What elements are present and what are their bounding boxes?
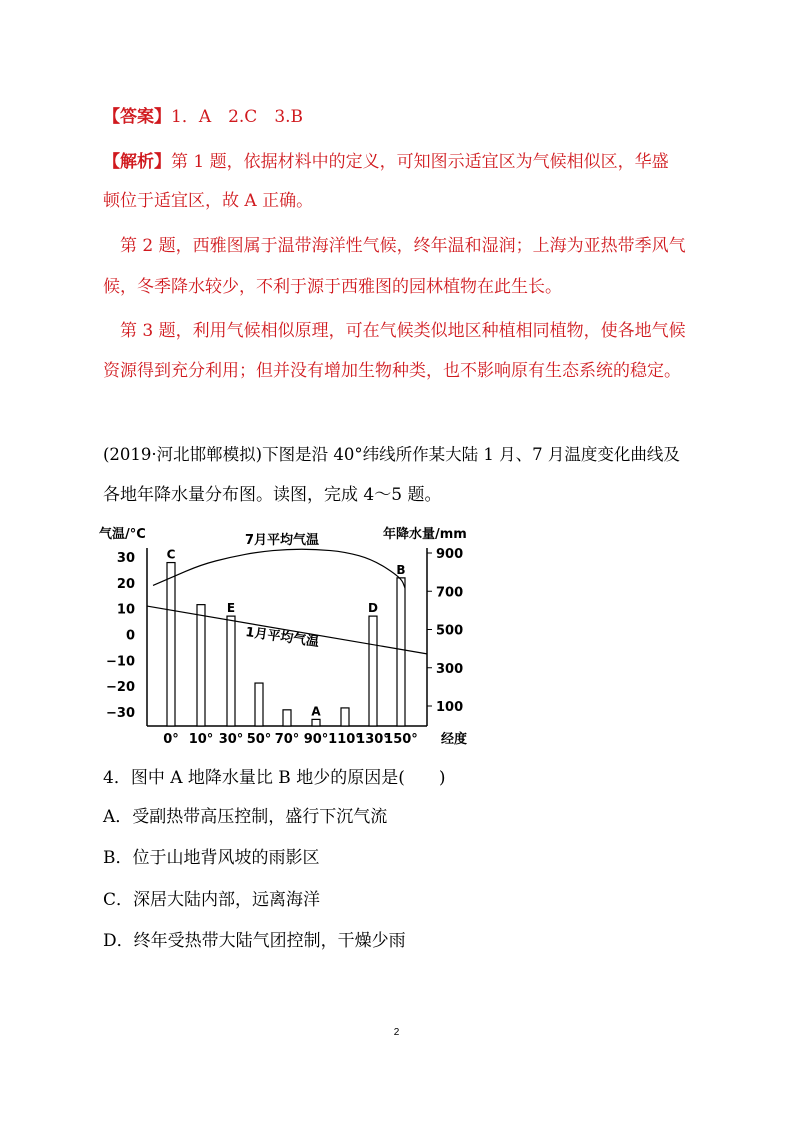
precip-bar bbox=[312, 719, 320, 726]
january-curve-label: 1月平均气温 bbox=[244, 625, 320, 651]
right-tick-label: 500 bbox=[436, 623, 464, 639]
x-tick-label: 90° bbox=[303, 732, 329, 747]
july-curve-label: 7月平均气温 bbox=[245, 533, 320, 548]
option-a: A．受副热带高压控制，盛行下沉气流 bbox=[103, 807, 388, 827]
precip-bar bbox=[197, 605, 205, 726]
left-tick-label: −20 bbox=[106, 680, 135, 696]
right-axis-title: 年降水量/mm bbox=[383, 527, 467, 542]
bar-label: A bbox=[311, 704, 321, 719]
intro-line2: 各地年降水量分布图。读图，完成 4～5 题。 bbox=[103, 485, 442, 505]
option-d: D．终年受热带大陆气团控制，干燥少雨 bbox=[103, 931, 406, 951]
precip-bar bbox=[369, 616, 377, 726]
option-c: C．深居大陆内部，远离海洋 bbox=[103, 890, 321, 910]
left-tick-label: 20 bbox=[116, 576, 135, 592]
bar-label: C bbox=[166, 547, 176, 562]
answer-tag: 【答案】 bbox=[103, 107, 171, 127]
analysis-p1-line1 bbox=[103, 151, 669, 173]
bar-label: B bbox=[396, 562, 406, 577]
bar-label: D bbox=[368, 601, 378, 616]
july-temp-curve bbox=[153, 549, 405, 588]
precip-bar bbox=[167, 563, 175, 726]
x-tick-label: 130° bbox=[356, 732, 390, 747]
left-tick-label: 10 bbox=[116, 602, 135, 618]
intro-line1: (2019·河北邯郸模拟)下图是沿 40°纬线所作某大陆 1 月、7 月温度变化曲线及 bbox=[103, 445, 680, 464]
x-tick-label: 50° bbox=[246, 732, 272, 747]
precip-bar bbox=[283, 710, 291, 726]
x-tick-label: 110° bbox=[328, 732, 362, 747]
left-tick-label: −30 bbox=[106, 706, 135, 721]
precip-bar bbox=[255, 683, 263, 726]
precip-bar bbox=[227, 616, 235, 726]
precip-bar bbox=[341, 708, 349, 726]
x-tick-label: 70° bbox=[274, 732, 300, 747]
right-tick-label: 900 bbox=[436, 547, 464, 562]
x-tick-label: 10° bbox=[188, 732, 214, 747]
left-tick-label: 0 bbox=[125, 628, 135, 644]
page-number: 2 bbox=[393, 1027, 400, 1038]
analysis-p1-line2: 顿位于适宜区，故 A 正确。 bbox=[103, 191, 314, 211]
right-tick-label: 700 bbox=[436, 585, 464, 601]
analysis-p2-line2: 候，冬季降水较少，不利于源于西雅图的园林植物在此生长。 bbox=[103, 277, 562, 297]
bar-label: E bbox=[226, 601, 236, 616]
analysis-p3-line2: 资源得到充分利用；但并没有增加生物种类，也不影响原有生态系统的稳定。 bbox=[103, 361, 681, 381]
x-axis-title: 经度 bbox=[441, 732, 468, 747]
question4-stem: 4．图中 A 地降水量比 B 地少的原因是( ) bbox=[103, 768, 446, 788]
option-b: B．位于山地背风坡的雨影区 bbox=[103, 848, 320, 868]
left-tick-label: −10 bbox=[106, 654, 135, 670]
right-tick-label: 300 bbox=[436, 661, 464, 677]
analysis-tag: 【解析】 bbox=[103, 152, 171, 172]
answer-text: 1．A 2.C 3.B bbox=[171, 107, 304, 127]
analysis-p3-line1: 第 3 题，利用气候相似原理，可在气候类似地区种植相同植物，使各地气候 bbox=[120, 321, 686, 341]
right-tick-label: 100 bbox=[436, 700, 464, 715]
x-tick-label: 30° bbox=[218, 732, 244, 747]
analysis-text: 第 1 题，依据材料中的定义，可知图示适宜区为气候相似区，华盛 bbox=[171, 152, 669, 172]
x-tick-label: 150° bbox=[384, 732, 418, 747]
answer-line bbox=[103, 106, 303, 128]
left-tick-label: 30 bbox=[116, 551, 135, 566]
precip-bar bbox=[397, 578, 405, 726]
x-tick-label: 0° bbox=[163, 732, 179, 747]
analysis-p2-line1: 第 2 题，西雅图属于温带海洋性气候，终年温和湿润；上海为亚热带季风气 bbox=[120, 236, 686, 256]
climate-chart bbox=[95, 522, 495, 748]
left-axis-title: 气温/°C bbox=[99, 527, 146, 542]
